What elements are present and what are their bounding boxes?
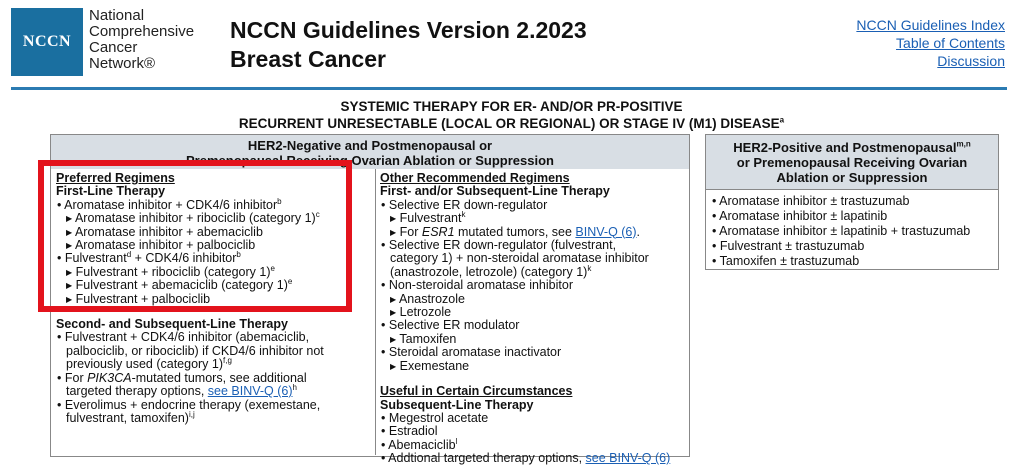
other-title: Other Recommended Regimens [380, 171, 570, 185]
list-item: • Selective ER down-regulator (fulvestrant, [381, 238, 617, 253]
item-text: Selective ER modulator [388, 318, 520, 333]
triangle-icon: ▶ [390, 294, 397, 304]
list-item-cont: category 1) + non-steroidal aromatase inhibitor [390, 251, 649, 266]
footnote-sup: m,n [956, 139, 971, 149]
item-text: Aromatase inhibitor + palbociclib [74, 238, 256, 253]
her2-negative-header-line1: HER2-Negative and Postmenopausal or [247, 138, 493, 153]
item-text: For [399, 224, 422, 239]
item-text: Estradiol [388, 424, 438, 439]
list-item: • Aromatase inhibitor ± lapatinib + trastuzumab [712, 224, 971, 238]
footnote-sup: b [277, 196, 282, 206]
top-links [856, 16, 1005, 70]
item-text: Everolimus + endocrine therapy (exemestane, [64, 397, 321, 412]
item-text: ESR1 [421, 224, 455, 239]
item-text: Anastrozole [398, 291, 465, 306]
second-line-title: Second- and Subsequent-Line Therapy [56, 317, 288, 332]
item-text: Steroidal aromatase inactivator [388, 345, 562, 360]
item-text: Fulvestrant [64, 251, 127, 266]
triangle-icon: ▶ [66, 281, 73, 291]
footnote-sup: e [287, 277, 293, 287]
org-name: National Comprehensive Cancer Network® [89, 7, 195, 72]
item-text: Megestrol acetate [388, 410, 489, 425]
preferred-subtitle: First-Line Therapy [56, 184, 166, 199]
item-text: Addtional targeted therapy options, [388, 451, 586, 466]
nccn-logo [11, 8, 83, 76]
footnote-sup: k [587, 263, 592, 273]
list-item: • Addtional targeted therapy options, see BINV-Q (6) [381, 451, 671, 466]
item-text: previously used (category 1) [66, 357, 224, 372]
item-text: Aromatase inhibitor + abemaciclib [74, 224, 263, 239]
binv-q-link[interactable]: BINV-Q (6) [575, 224, 637, 239]
highlight-box [38, 160, 352, 312]
list-subitem [380, 333, 686, 346]
table-of-contents-link[interactable]: Table of Contents [896, 35, 1005, 51]
subtitle-line2: RECURRENT UNRESECTABLE (LOCAL OR REGIONAL) OR STAGE IV (M1) DISEASE [238, 116, 780, 131]
list-subitem [380, 360, 686, 373]
item-text: Non-steroidal aromatase inhibitor [388, 278, 573, 293]
item-text: Aromatase inhibitor + CDK4/6 inhibitor [64, 197, 278, 212]
other-subtitle: First- and/or Subsequent-Line Therapy [380, 184, 610, 199]
list-item: • Fulvestrant ± trastuzumab [712, 239, 865, 253]
item-text: Aromatase inhibitor ± lapatinib + trastuzumab [719, 224, 971, 238]
triangle-icon: ▶ [66, 227, 73, 237]
footnote-sup: b [236, 250, 241, 260]
preferred-title: Preferred Regimens [56, 171, 175, 185]
guidelines-index-link[interactable]: NCCN Guidelines Index [856, 17, 1005, 33]
binv-q-link[interactable]: see BINV-Q (6) [207, 384, 293, 399]
her2-positive-header-line1: HER2-Positive and Postmenopausal [733, 140, 957, 155]
list-item-cont [56, 358, 372, 371]
item-text: Tamoxifen [399, 331, 457, 346]
item-text: Abemaciclib [388, 437, 456, 452]
discussion-link[interactable]: Discussion [937, 53, 1005, 69]
subtitle-sup: a [779, 115, 785, 125]
triangle-icon: ▶ [66, 294, 73, 304]
item-text: Aromatase inhibitor ± trastuzumab [719, 194, 910, 208]
her2-positive-header-line2: or Premenopausal Receiving Ovarian [736, 155, 968, 170]
page-subtitle [0, 98, 1023, 132]
list-item: • Everolimus + endocrine therapy (exemestane, [57, 397, 321, 412]
item-text: For [64, 370, 88, 385]
footnote-sup: i,j [188, 409, 195, 419]
list-subitem [380, 306, 686, 319]
list-subitem [380, 212, 686, 225]
item-text: Aromatase inhibitor ± lapatinib [719, 209, 888, 223]
footnote-sup: c [315, 210, 320, 220]
her2-positive-box [705, 134, 999, 270]
triangle-icon: ▶ [390, 227, 397, 237]
item-text: Exemestane [399, 358, 470, 373]
item-text: PIK3CA [87, 370, 132, 385]
her2-positive-list [711, 194, 996, 269]
item-text: Selective ER down-regulator [388, 197, 548, 212]
list-item: • Aromatase inhibitor ± trastuzumab [712, 194, 910, 208]
page-title [230, 16, 587, 74]
item-text: Tamoxifen ± trastuzumab [719, 254, 860, 268]
list-item: • Non-steroidal aromatase inhibitor [381, 278, 573, 293]
list-item: • Aromatase inhibitor + CDK4/6 inhibitor$^b$ [57, 196, 282, 212]
triangle-icon: ▶ [66, 267, 73, 277]
footnote-sup: k [461, 210, 466, 220]
item-text: -mutated tumors, see additional [131, 370, 307, 385]
binv-q-link[interactable]: see BINV-Q (6) [585, 451, 671, 466]
item-text: targeted therapy options, [66, 384, 208, 399]
list-item: • Tamoxifen ± trastuzumab [712, 254, 860, 268]
list-item-cont [56, 382, 372, 399]
logo-text: NCCN [22, 33, 72, 50]
item-text: Fulvestrant + palbociclib [75, 291, 211, 306]
useful-title: Useful in Certain Circumstances [380, 384, 573, 399]
list-subitem: ▶ For ESR1 mutated tumors, see BINV-Q (6). [390, 224, 641, 239]
list-item: • Abemaciclib$^l$ [381, 436, 458, 452]
header-rule [11, 87, 1007, 90]
list-item: • For PIK3CA-mutated tumors, see additional [57, 370, 307, 385]
list-subitem [380, 293, 686, 306]
item-text: Letrozole [399, 305, 452, 320]
triangle-icon: ▶ [66, 214, 73, 224]
her2-negative-header-line2: Premenopausal Receiving Ovarian Ablation or Suppression [186, 153, 554, 168]
item-text: Fulvestrant + ribociclib (category 1) [75, 264, 271, 279]
triangle-icon: ▶ [390, 361, 397, 371]
title-line2: Breast Cancer [230, 46, 386, 72]
list-item: • Fulvestrant + CDK4/6 inhibitor (abemaciclib, [57, 330, 310, 345]
list-item: • Selective ER down-regulator [381, 197, 548, 212]
list-item: • Selective ER modulator [381, 318, 520, 333]
list-item-cont: palbociclib, or ribociclib) if CKD4/6 inhibitor not [66, 343, 324, 358]
item-text: fulvestrant, tamoxifen) [66, 410, 189, 425]
list-item: • Megestrol acetate [381, 410, 489, 425]
list-item: • Estradiol [381, 424, 438, 439]
list-item: • Fulvestrant$^d$ + CDK4/6 inhibitor$^b$ [57, 250, 241, 266]
list-item-cont [380, 263, 686, 279]
list-item: • Aromatase inhibitor ± lapatinib [712, 209, 888, 223]
her2-positive-header-line3: Ablation or Suppression [776, 170, 928, 185]
item-text: Aromatase inhibitor + ribociclib (category 1) [74, 211, 316, 226]
item-text: Fulvestrant + CDK4/6 inhibitor (abemaciclib, [64, 330, 310, 345]
item-text: Selective ER down-regulator (fulvestrant, [388, 238, 617, 253]
footnote-sup: h [292, 382, 297, 392]
her2-positive-header [706, 135, 998, 190]
triangle-icon: ▶ [390, 308, 397, 318]
triangle-icon: ▶ [390, 334, 397, 344]
useful-subtitle: Subsequent-Line Therapy [380, 397, 534, 412]
footnote-sup: e [270, 263, 275, 273]
footnote-sup: l [455, 436, 458, 446]
middle-column [380, 172, 686, 466]
footnote-sup: f,g [223, 356, 232, 366]
item-text: Fulvestrant + abemaciclib (category 1) [75, 278, 288, 293]
subtitle-line1: SYSTEMIC THERAPY FOR ER- AND/OR PR-POSITIVE [340, 99, 683, 114]
item-text: Fulvestrant [399, 211, 462, 226]
item-text: Fulvestrant ± trastuzumab [719, 239, 865, 253]
triangle-icon: ▶ [390, 214, 397, 224]
triangle-icon: ▶ [66, 241, 73, 251]
item-text: (anastrozole, letrozole) (category 1) [390, 264, 588, 279]
column-divider [375, 169, 376, 455]
list-item-cont [56, 409, 372, 425]
item-text: + CDK4/6 inhibitor [131, 251, 237, 266]
list-item: • Steroidal aromatase inactivator [381, 345, 562, 360]
title-line1: NCCN Guidelines Version 2.2023 [230, 17, 587, 43]
item-text: mutated tumors, see [454, 224, 576, 239]
footnote-sup: d [126, 250, 132, 260]
